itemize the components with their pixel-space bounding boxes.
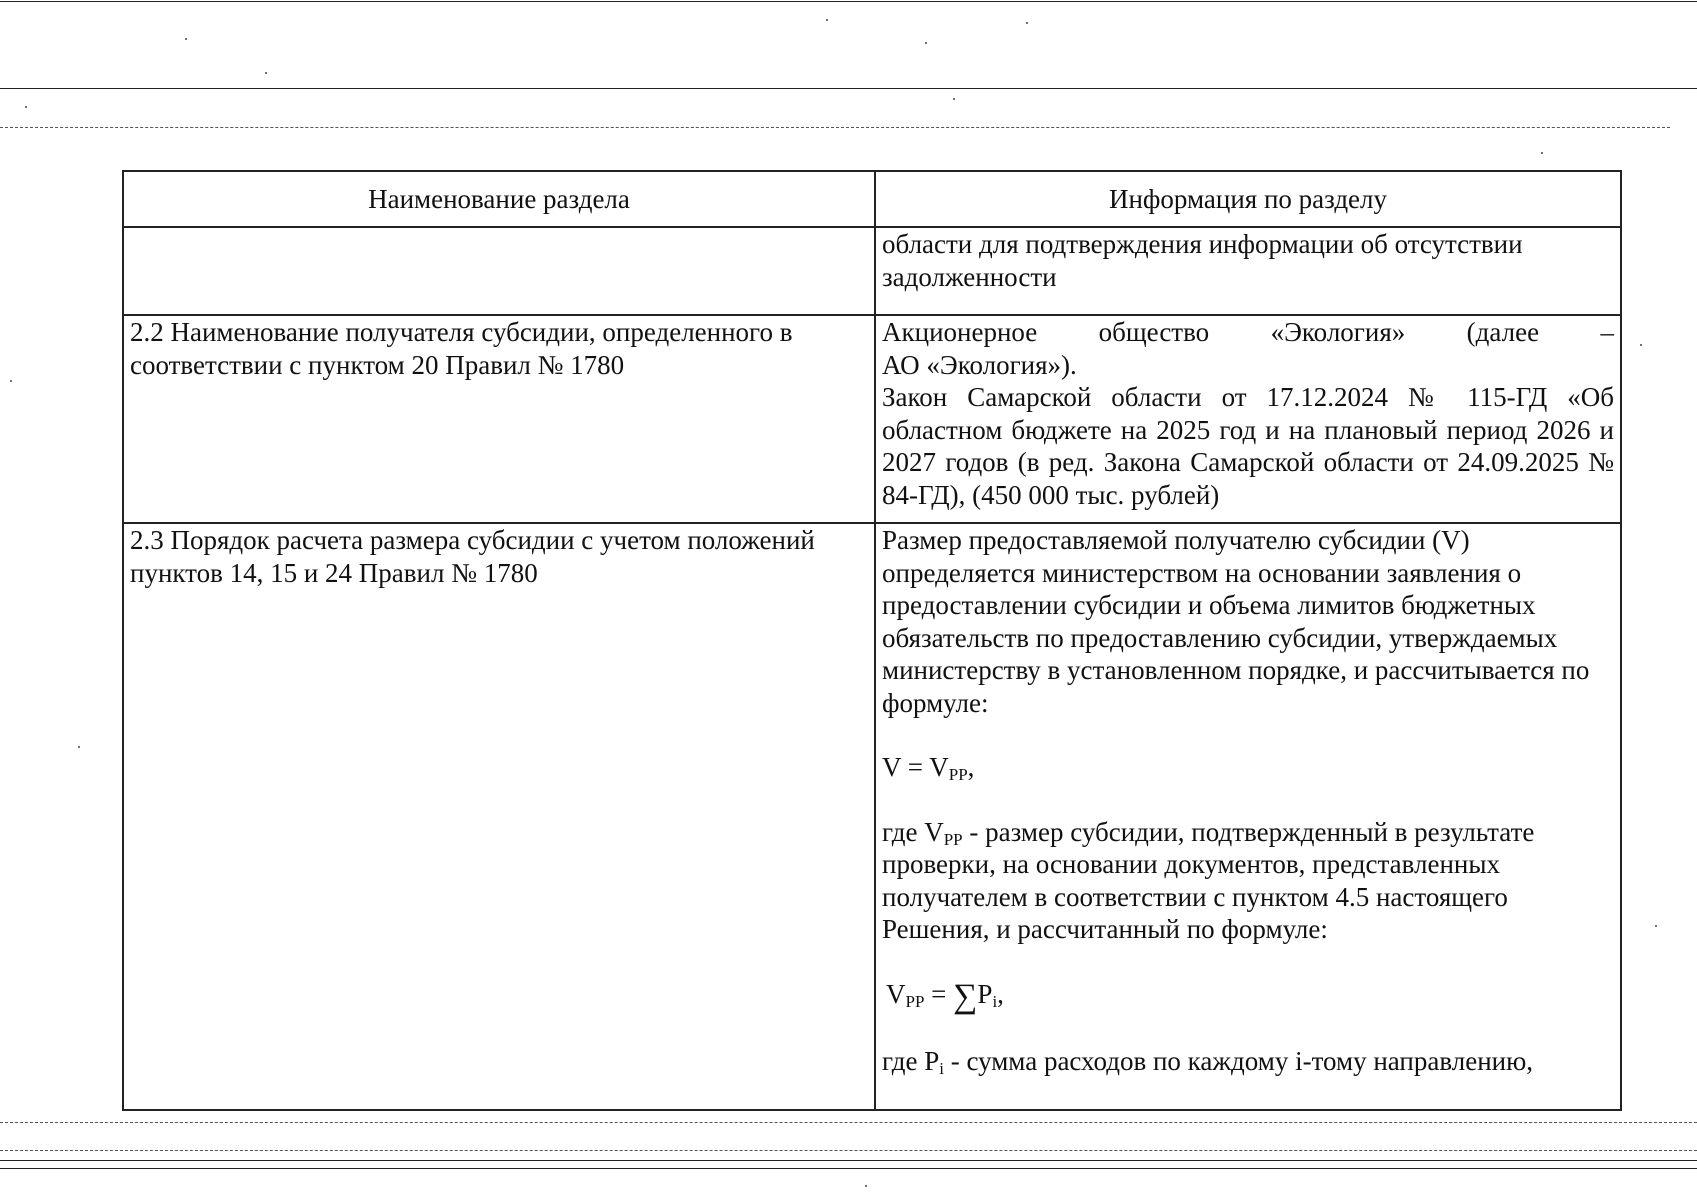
formula-p-explanation: где $P_i$ - сумма расходов по каждому i-тому направлению,: [882, 1046, 1534, 1078]
bottom-dash-line-2: [0, 1150, 1697, 1151]
scan-speck: [1026, 22, 1028, 24]
sum-symbol: ∑: [953, 977, 978, 1015]
scan-speck: [1541, 152, 1543, 154]
calc-intro: Размер предоставляемой получателю субсидии (V) определяется министерством на основании заявления о предоставлении субсидии и объема лимитов бюджетных обязательств по предоставлению субсидии, утверждаемых министерству в установленном порядке, и рассчитывается по формуле:: [882, 525, 1590, 718]
bottom-dash-line: [0, 1122, 1697, 1123]
document-table: [122, 170, 1622, 1111]
scan-speck: [10, 380, 12, 382]
formula-v: $V = V_{PP}$,: [882, 752, 975, 784]
cell-section: [123, 227, 875, 315]
formula-v-explanation: где $V_{PP}$ - размер субсидии, подтвержденный в результате проверки, на основании документов, представленных получателем в соответствии с пунктом 4.5 настоящего Решения, и рассчитанный по формуле:: [882, 816, 1535, 944]
table-row: [123, 523, 1621, 1110]
header-section-info: Информация по разделу: [875, 171, 1621, 227]
cell-section: [123, 523, 875, 1110]
top-rule-2: [0, 88, 1697, 89]
info-text: области для подтверждения информации об отсутствии задолженности: [882, 229, 1523, 292]
section-title: 2.3 Порядок расчета размера субсидии с учетом положений пунктов 14, 15 и 24 Правил № 1780: [130, 525, 815, 588]
scan-speck: [826, 19, 828, 21]
top-dash-line: [0, 127, 1670, 128]
scan-speck: [865, 1185, 867, 1187]
cell-info: [875, 227, 1621, 315]
scan-speck: [1640, 344, 1642, 346]
cell-info: [875, 523, 1621, 1110]
table-header-row: [123, 171, 1621, 227]
cell-info: [875, 315, 1621, 523]
cell-section: [123, 315, 875, 523]
scan-speck: [1655, 925, 1657, 927]
scan-speck: [78, 746, 80, 748]
scan-speck: [953, 98, 955, 100]
scan-speck: [265, 72, 267, 74]
recipient-name-line2: АО «Экология»).: [882, 349, 1077, 380]
header-section-name: Наименование раздела: [123, 171, 875, 227]
top-rule-1: [0, 1, 1697, 2]
recipient-name-line1: Акционерное общество «Экология» (далее –: [882, 317, 1614, 347]
bottom-rule-2: [0, 1168, 1697, 1169]
table-row: [123, 315, 1621, 523]
bottom-rule-1: [0, 1160, 1697, 1161]
table-row: [123, 227, 1621, 315]
formula-vpp: $V_{PP} = \sum P_i$,: [886, 977, 1004, 1015]
scan-speck: [925, 42, 927, 44]
section-title: 2.2 Наименование получателя субсидии, определенного в соответствии с пунктом 20 Правил № 1780: [130, 317, 793, 380]
scan-speck: [185, 38, 187, 40]
scan-speck: [25, 106, 27, 108]
law-reference: Закон Самарской области от 17.12.2024 № 115-ГД «Об областном бюджете на 2025 год и на плановый период 2026 и 2027 годов (в ред. Закона Самарской области от 24.09.2025 № 84-ГД), (450 000 тыс. рублей): [882, 382, 1614, 510]
